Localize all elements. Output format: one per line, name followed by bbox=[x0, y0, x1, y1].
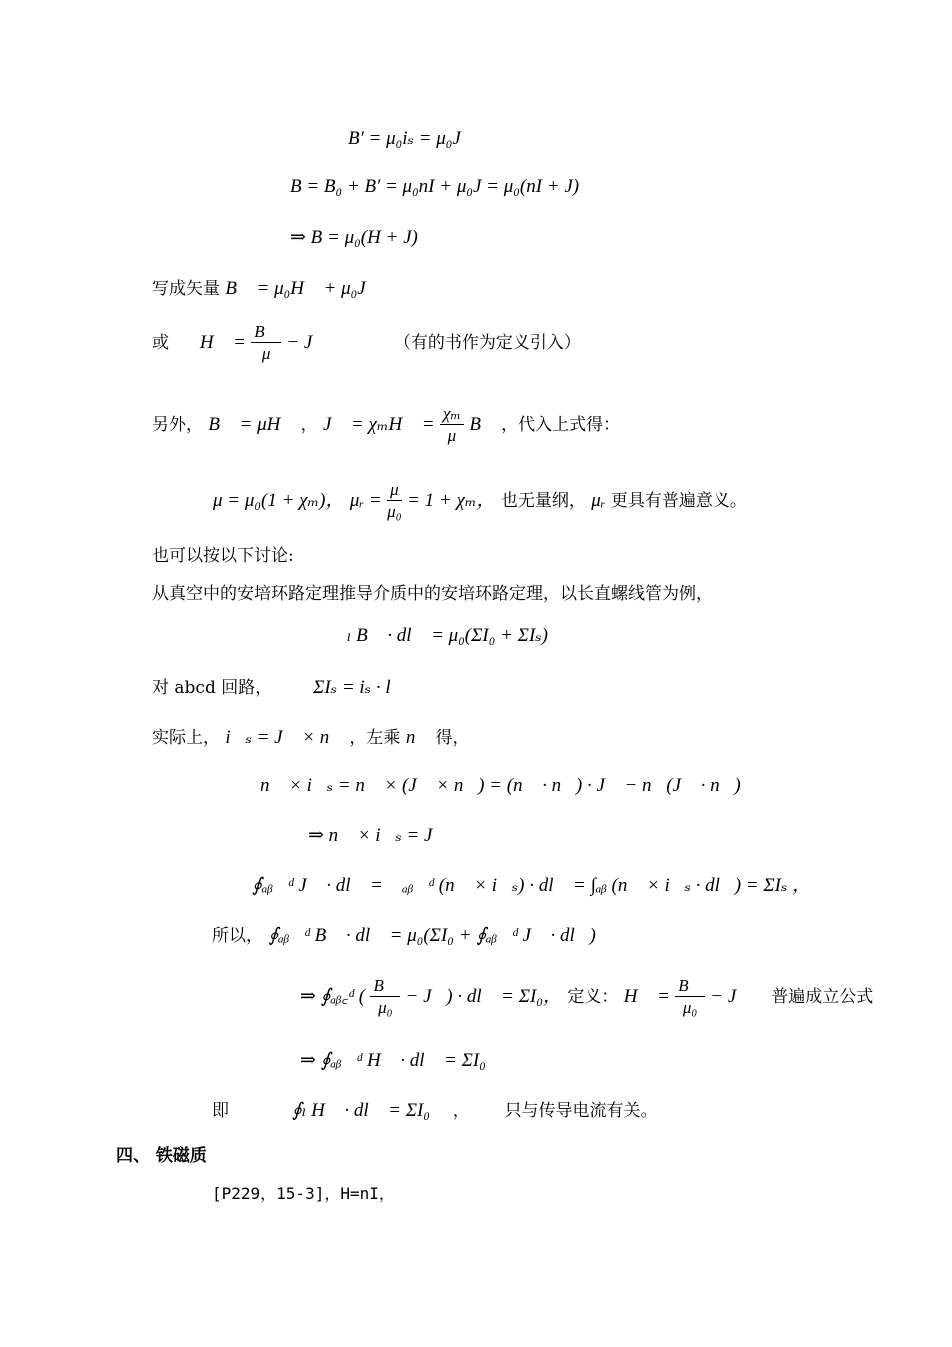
equation-14-line bbox=[212, 925, 596, 947]
equation-15-fraction-2 bbox=[675, 976, 705, 1019]
equation-10-prefix: 实际上， bbox=[152, 728, 220, 748]
equation-5-fraction bbox=[251, 322, 281, 365]
equation-7-d: 也无量纲， bbox=[500, 491, 586, 511]
text-line-1: 也可以按以下讨论: bbox=[152, 546, 294, 566]
equation-6-numerator: χₘ bbox=[440, 404, 464, 425]
equation-6-fraction bbox=[440, 404, 464, 447]
equation-15-b: − J⃗) · dl⃗ = ΣI₀， bbox=[405, 986, 562, 1007]
equation-15-denominator-1: μ₀ bbox=[378, 998, 393, 1017]
equation-17-note: 只与传导电流有关。 bbox=[504, 1101, 658, 1121]
equation-10-suffix: 得， bbox=[435, 728, 470, 748]
equation-2: B = B₀ + B′ = μ₀nI + μ₀J = μ₀(nI + J) bbox=[290, 176, 580, 197]
equation-15-denominator-2: μ₀ bbox=[682, 998, 698, 1017]
equation-7-line bbox=[213, 480, 747, 523]
equation-3: ⇒ B = μ₀(H + J) bbox=[290, 227, 418, 248]
equation-4-line bbox=[152, 278, 380, 300]
equation-5-line bbox=[152, 322, 581, 365]
equation-7-c: = 1 + χₘ， bbox=[407, 490, 496, 511]
equation-6-a: B⃗ = μH⃗ bbox=[208, 414, 296, 435]
equation-6-b: J⃗ = χₘH⃗ = bbox=[322, 414, 435, 435]
equation-5-denominator: μ bbox=[261, 344, 271, 363]
equation-4: B⃗ = μ₀H⃗ + μ₀J⃗ bbox=[225, 278, 381, 299]
equation-7-numerator: μ bbox=[387, 480, 402, 501]
equation-5-numerator: B⃗ bbox=[251, 322, 281, 343]
equation-10: i⃗ₛ = J⃗ × n⃗ bbox=[225, 727, 344, 748]
equation-14-prefix: 所以， bbox=[212, 926, 263, 946]
text-line-2: 从真空中的安培环路定理推导介质中的安培环路定理，以长直螺线管为例， bbox=[152, 584, 713, 604]
equation-6-prefix: 另外， bbox=[152, 415, 203, 435]
equation-15-numerator-2: B⃗ bbox=[675, 976, 705, 997]
equation-7-a: μ = μ₀(1 + χₘ)， bbox=[213, 490, 345, 511]
equation-9: ΣIₛ = iₛ · l bbox=[313, 677, 391, 698]
equation-14: ∮ₐᵦ꜀ᵈ B⃗ · dl⃗ = μ₀(ΣI₀ + ∮ₐᵦ꜀ᵈ J⃗ · dl⃗) bbox=[268, 925, 596, 946]
equation-11: n⃗ × i⃗ₛ = n⃗ × (J⃗ × n⃗) = (n⃗ · n⃗) · J⃗ − n⃗(J⃗ · n⃗) bbox=[260, 775, 741, 796]
equation-7-e: μᵣ bbox=[591, 490, 606, 511]
equation-7-fraction bbox=[387, 480, 402, 523]
equation-5-lhs: H⃗ = bbox=[199, 332, 246, 353]
section-reference: [P229，15-3]，H=nI， bbox=[212, 1184, 395, 1203]
equation-10-line bbox=[152, 727, 470, 749]
equation-7-f: 更具有普遍意义。 bbox=[610, 491, 747, 511]
equation-17-line bbox=[212, 1100, 658, 1122]
equation-15-numerator-1: B⃗ bbox=[370, 976, 400, 997]
equation-15-f: 普遍成立公式 bbox=[771, 987, 874, 1007]
equation-10-mid: ，左乘 bbox=[349, 728, 401, 748]
equation-7-denominator: μ₀ bbox=[387, 502, 402, 521]
equation-5-prefix: 或 bbox=[152, 333, 169, 353]
equation-7-b: μᵣ = bbox=[349, 490, 382, 511]
equation-4-prefix: 写成矢量 bbox=[152, 279, 220, 299]
equation-9-line bbox=[152, 677, 391, 699]
equation-15-a: ⇒ ∮ₐᵦ꜀ᵈ ( bbox=[300, 986, 366, 1007]
equation-6-separator: ， bbox=[300, 415, 318, 435]
equation-6-suffix: ，代入上式得： bbox=[501, 415, 621, 435]
equation-5-note: （有的书作为定义引入） bbox=[393, 333, 581, 353]
equation-8: ∮ₗ B⃗ · dl⃗ = μ₀(ΣI₀ + ΣIₛ) bbox=[332, 625, 549, 646]
equation-1: B′ = μ₀iₛ = μ₀J bbox=[348, 128, 461, 149]
equation-15-d: H⃗ = bbox=[623, 986, 670, 1007]
equation-17: ∮ₗ H⃗ · dl⃗ = ΣI₀ bbox=[291, 1100, 430, 1121]
equation-6-denominator: μ bbox=[447, 426, 457, 445]
equation-10-n: n⃗ bbox=[405, 727, 431, 748]
equation-17-separator: ， bbox=[452, 1101, 470, 1121]
equation-12: ⇒ n⃗ × i⃗ₛ = J⃗ bbox=[308, 825, 448, 846]
equation-17-prefix: 即 bbox=[212, 1101, 229, 1121]
equation-13: ∮ₐᵦ꜀ᵈ J⃗ · dl⃗ = ∮ₐᵦ꜀ᵈ (n⃗ × i⃗ₛ) · dl⃗ = ∫ₐᵦ (n⃗ × i⃗ₛ · dl⃗) = ΣIₛ ， bbox=[252, 875, 812, 896]
equation-6-line bbox=[152, 404, 620, 447]
equation-16: ⇒ ∮ₐᵦ꜀ᵈ H⃗ · dl⃗ = ΣI₀ bbox=[300, 1050, 486, 1071]
equation-15-c: 定义： bbox=[567, 987, 619, 1007]
section-heading: 四、 铁磁质 bbox=[116, 1146, 207, 1166]
equation-15-e: − J⃗， bbox=[710, 986, 766, 1007]
equation-15-line bbox=[300, 976, 873, 1019]
equation-6-c: B⃗ bbox=[469, 414, 496, 435]
equation-15-fraction-1 bbox=[370, 976, 400, 1019]
equation-5-tail: − J⃗ bbox=[286, 332, 328, 353]
equation-9-prefix: 对 abcd 回路， bbox=[152, 678, 273, 698]
